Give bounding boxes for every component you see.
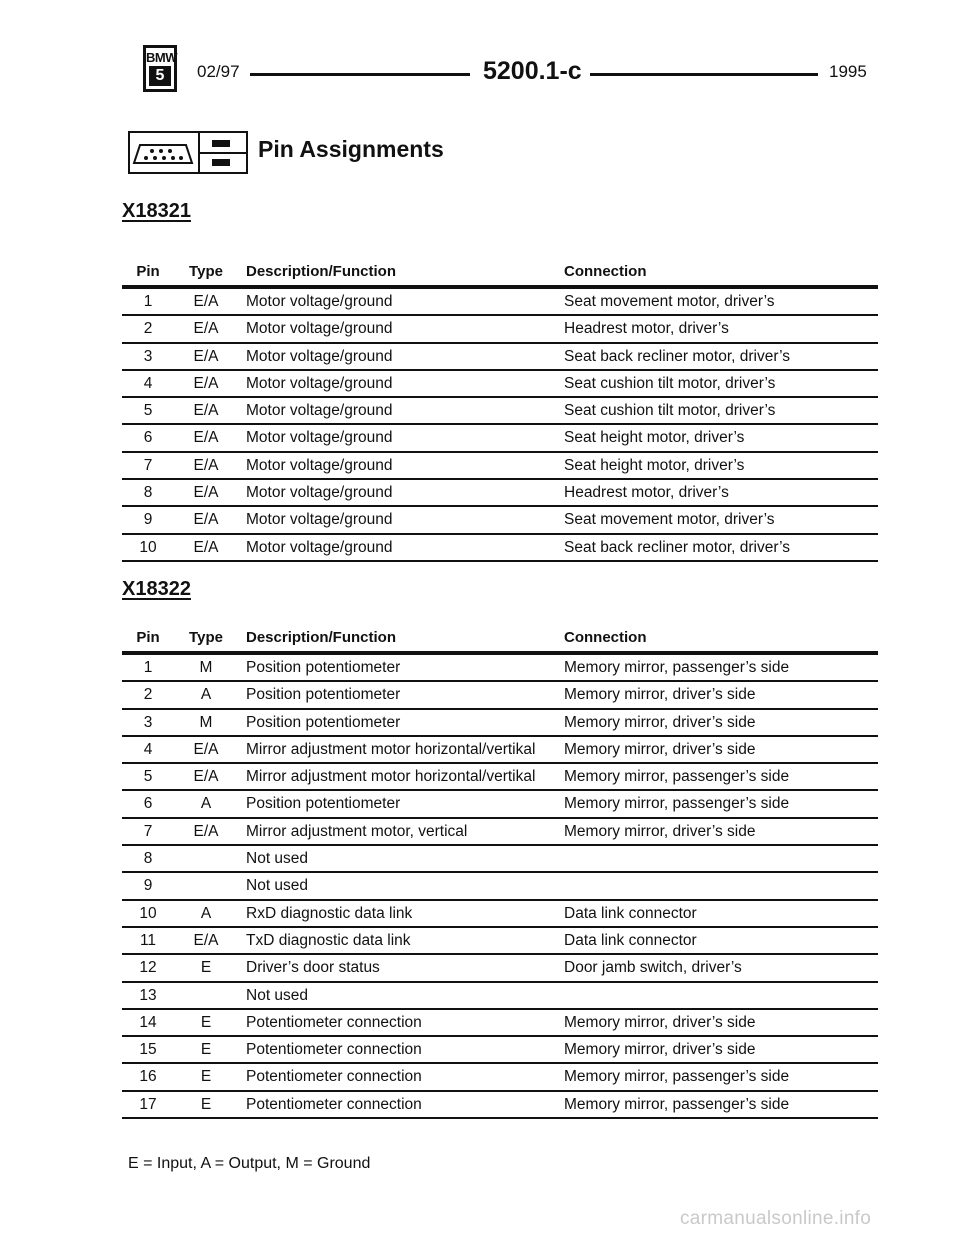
cell-type: E/A — [193, 402, 219, 420]
table-row — [122, 655, 878, 682]
table-row — [122, 453, 878, 480]
column-header-type: Type — [189, 263, 223, 280]
table-row — [122, 1037, 878, 1064]
cell-pin: 8 — [143, 484, 153, 502]
connector-socket-icon — [130, 133, 200, 172]
cell-desc: Not used — [246, 986, 309, 1004]
cell-type: A — [200, 686, 212, 704]
cell-pin: 6 — [143, 429, 153, 447]
cell-desc: Potentiometer connection — [246, 1095, 422, 1113]
cell-type: M — [199, 713, 213, 731]
header-date: 02/97 — [197, 62, 240, 81]
pin-table-x18322 — [122, 625, 878, 1119]
cell-conn: Seat back recliner motor, driver’s — [564, 347, 790, 365]
cell-type: E/A — [193, 374, 219, 392]
column-header-conn: Connection — [564, 629, 647, 646]
cell-type: E/A — [193, 293, 219, 310]
cell-desc: Motor voltage/ground — [246, 511, 393, 529]
header-rule-right — [590, 73, 818, 76]
cell-desc: Motor voltage/ground — [246, 538, 393, 556]
table-row — [122, 480, 878, 507]
cell-pin: 3 — [143, 713, 153, 731]
table-row — [122, 791, 878, 818]
plug-pins-icon — [200, 133, 246, 172]
cell-type: E — [200, 1068, 212, 1086]
table-row — [122, 901, 878, 928]
cell-type: E/A — [193, 429, 219, 447]
cell-conn: Seat cushion tilt motor, driver’s — [564, 374, 776, 392]
cell-pin: 7 — [143, 456, 153, 474]
cell-desc: Position potentiometer — [246, 795, 401, 813]
cell-conn: Memory mirror, driver’s side — [564, 686, 756, 704]
table-row — [122, 507, 878, 534]
table-row — [122, 1064, 878, 1091]
cell-pin: 10 — [139, 538, 157, 556]
cell-conn: Headrest motor, driver’s — [564, 320, 729, 338]
cell-pin: 10 — [139, 904, 157, 922]
table-row — [122, 289, 878, 316]
table-row — [122, 955, 878, 982]
cell-pin: 12 — [139, 959, 157, 977]
header-title: 5200.1-c — [483, 57, 582, 85]
cell-type: E/A — [193, 740, 219, 758]
cell-type: E — [200, 1095, 212, 1113]
cell-type: E/A — [193, 931, 219, 949]
cell-type: E — [200, 959, 212, 977]
cell-type: E/A — [193, 456, 219, 474]
cell-desc: Motor voltage/ground — [246, 484, 393, 502]
column-header-type: Type — [189, 629, 223, 646]
bmw-logo — [143, 45, 177, 92]
cell-conn: Memory mirror, driver’s side — [564, 822, 756, 840]
cell-type: A — [200, 904, 212, 922]
logo-text: BMW — [146, 50, 177, 65]
cell-pin: 16 — [139, 1068, 157, 1086]
cell-pin: 9 — [143, 877, 153, 895]
cell-type: E/A — [193, 511, 219, 529]
cell-type: E/A — [193, 822, 219, 840]
table-row — [122, 710, 878, 737]
table-row — [122, 928, 878, 955]
column-header-desc: Description/Function — [246, 263, 396, 280]
table-row — [122, 535, 878, 562]
cell-pin: 8 — [143, 850, 153, 868]
table-row — [122, 398, 878, 425]
cell-conn: Data link connector — [564, 904, 697, 922]
cell-conn: Seat height motor, driver’s — [564, 456, 745, 474]
cell-conn: Memory mirror, passenger’s side — [564, 768, 790, 786]
cell-desc: TxD diagnostic data link — [246, 931, 411, 949]
cell-conn: Memory mirror, passenger’s side — [564, 1068, 790, 1086]
table-row — [122, 425, 878, 452]
cell-conn: Door jamb switch, driver’s — [564, 959, 742, 977]
cell-pin: 1 — [143, 659, 153, 676]
table-row — [122, 846, 878, 873]
table-row — [122, 371, 878, 398]
column-header-desc: Description/Function — [246, 629, 396, 646]
header-rule-left — [250, 73, 470, 76]
cell-desc: Motor voltage/ground — [246, 402, 393, 420]
table-header — [122, 625, 878, 651]
cell-conn: Memory mirror, driver’s side — [564, 1041, 756, 1059]
cell-pin: 17 — [139, 1095, 157, 1113]
cell-desc: Mirror adjustment motor horizontal/vertikal — [246, 768, 536, 786]
table-row — [122, 316, 878, 343]
watermark: carmanualsonline.info — [680, 1208, 872, 1229]
cell-desc: RxD diagnostic data link — [246, 904, 413, 922]
cell-desc: Motor voltage/ground — [246, 456, 393, 474]
type-legend: E = Input, A = Output, M = Ground — [128, 1155, 371, 1172]
column-header-conn: Connection — [564, 263, 647, 280]
table-row — [122, 1092, 878, 1119]
cell-type: E — [200, 1041, 212, 1059]
cell-desc: Not used — [246, 850, 309, 868]
table-row — [122, 682, 878, 709]
cell-desc: Potentiometer connection — [246, 1041, 422, 1059]
cell-conn: Headrest motor, driver’s — [564, 484, 729, 502]
cell-desc: Driver’s door status — [246, 959, 380, 977]
cell-pin: 5 — [143, 768, 153, 786]
cell-conn: Seat back recliner motor, driver’s — [564, 538, 790, 556]
cell-conn: Memory mirror, driver’s side — [564, 1013, 756, 1031]
cell-desc: Potentiometer connection — [246, 1068, 422, 1086]
cell-pin: 7 — [143, 822, 153, 840]
section-label-x18321: X18321 — [122, 200, 191, 222]
cell-type: E/A — [193, 768, 219, 786]
page-header — [0, 0, 960, 110]
cell-conn: Seat movement motor, driver’s — [564, 293, 775, 310]
cell-conn: Seat height motor, driver’s — [564, 429, 745, 447]
cell-desc: Not used — [246, 877, 309, 895]
cell-pin: 13 — [139, 986, 157, 1004]
table-row — [122, 983, 878, 1010]
cell-desc: Motor voltage/ground — [246, 320, 393, 338]
cell-pin: 2 — [143, 686, 153, 704]
cell-conn: Seat movement motor, driver’s — [564, 511, 775, 529]
cell-conn: Memory mirror, passenger’s side — [564, 659, 790, 676]
column-header-pin: Pin — [136, 629, 160, 646]
cell-conn: Seat cushion tilt motor, driver’s — [564, 402, 776, 420]
cell-desc: Motor voltage/ground — [246, 293, 393, 310]
table-row — [122, 764, 878, 791]
page-title: Pin Assignments — [258, 136, 444, 162]
section-label-x18322: X18322 — [122, 578, 191, 600]
cell-pin: 9 — [143, 511, 153, 529]
cell-desc: Mirror adjustment motor horizontal/vertikal — [246, 740, 536, 758]
table-row — [122, 819, 878, 846]
cell-type: E/A — [193, 484, 219, 502]
cell-type: M — [199, 659, 213, 676]
cell-type: E/A — [193, 347, 219, 365]
cell-desc: Mirror adjustment motor, vertical — [246, 822, 468, 840]
cell-desc: Position potentiometer — [246, 713, 401, 731]
cell-pin: 14 — [139, 1013, 157, 1031]
cell-pin: 5 — [143, 402, 153, 420]
cell-conn: Memory mirror, passenger’s side — [564, 795, 790, 813]
cell-conn: Memory mirror, driver’s side — [564, 713, 756, 731]
table-row — [122, 344, 878, 371]
cell-pin: 15 — [139, 1041, 157, 1059]
cell-conn: Memory mirror, passenger’s side — [564, 1095, 790, 1113]
cell-pin: 1 — [143, 293, 153, 310]
cell-pin: 6 — [143, 795, 153, 813]
cell-type: E/A — [193, 538, 219, 556]
cell-desc: Motor voltage/ground — [246, 374, 393, 392]
cell-pin: 4 — [143, 374, 153, 392]
cell-desc: Motor voltage/ground — [246, 429, 393, 447]
logo-series: 5 — [149, 66, 171, 86]
pin-table-x18321 — [122, 259, 878, 562]
cell-pin: 2 — [143, 320, 153, 338]
cell-desc: Position potentiometer — [246, 686, 401, 704]
table-header — [122, 259, 878, 285]
header-year: 1995 — [829, 62, 867, 81]
column-header-pin: Pin — [136, 263, 160, 280]
cell-pin: 11 — [139, 931, 157, 949]
cell-conn: Data link connector — [564, 931, 697, 949]
table-row — [122, 1010, 878, 1037]
cell-pin: 3 — [143, 347, 153, 365]
table-row — [122, 737, 878, 764]
cell-conn: Memory mirror, driver’s side — [564, 740, 756, 758]
cell-type: A — [200, 795, 212, 813]
cell-type: E/A — [193, 320, 219, 338]
cell-desc: Potentiometer connection — [246, 1013, 422, 1031]
cell-type: E — [200, 1013, 212, 1031]
connector-icon — [128, 131, 248, 174]
table-row — [122, 873, 878, 900]
cell-desc: Position potentiometer — [246, 659, 401, 676]
cell-desc: Motor voltage/ground — [246, 347, 393, 365]
cell-pin: 4 — [143, 740, 153, 758]
